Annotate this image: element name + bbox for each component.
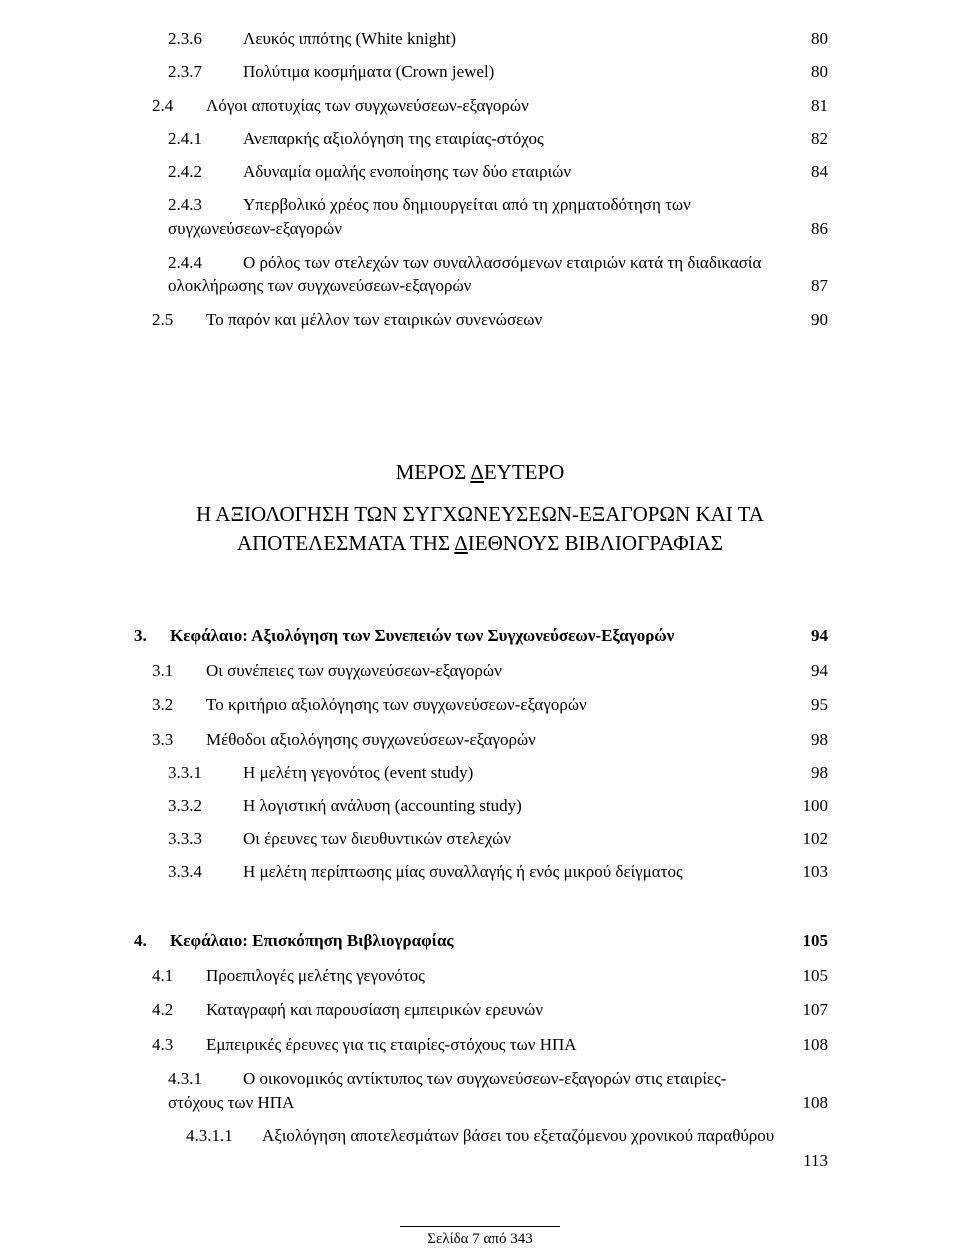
toc-title: Ο ρόλος των στελεχών των συναλλασσόμενων εταιριών κατά τη διαδικασία [243,253,762,272]
part-subtitle-line1: Η ΑΞΙΟΛΟΓΗΣΗ ΤΩΝ ΣΥΓΧΩΝΕΥΣΕΩΝ-ΕΞΑΓΟΡΩΝ ΚΑΙ ΤΑ [196,502,764,526]
toc-page: 94 [811,661,828,680]
toc-page: 103 [802,862,828,881]
toc-number: 4.1 [152,966,174,985]
toc-title: Οι έρευνες των διευθυντικών στελεχών [243,829,511,848]
toc-title: Λόγοι αποτυχίας των συγχωνεύσεων-εξαγορών [206,96,529,115]
toc-title: Αξιολόγηση αποτελεσμάτων βάσει του εξεταζόμενου χρονικού παραθύρου [262,1126,775,1145]
toc-number: 3.3 [152,730,174,749]
chapter-page: 94 [811,626,828,645]
toc-title: Εμπειρικές έρευνες για τις εταιρίες-στόχους των ΗΠΑ [206,1035,577,1054]
toc-page: 98 [811,763,828,782]
chapter-page: 105 [802,931,828,950]
toc-page: 108 [802,1093,828,1112]
toc-title: Το κριτήριο αξιολόγησης των συγχωνεύσεων-εξαγορών [206,695,587,714]
toc-number: 3.3.4 [168,862,202,881]
toc-page: 102 [802,829,828,848]
footer-divider [400,1226,560,1227]
toc-title: Ο οικονομικός αντίκτυπος των συγχωνεύσεων-εξαγορών στις εταιρίες- [243,1069,727,1088]
toc-title-continuation: στόχους των ΗΠΑ [168,1093,295,1112]
toc-number: 4.3.1 [168,1069,202,1088]
toc-title: Καταγραφή και παρουσίαση εμπειρικών ερευνών [206,1000,544,1019]
toc-title: Η μελέτη περίπτωσης μίας συναλλαγής ή ενός μικρού δείγματος [243,862,683,881]
toc-page: 98 [811,730,828,749]
chapter-number: 4. [134,931,147,950]
toc-page: 90 [811,310,828,329]
chapter-title: Κεφάλαιο: Επισκόπηση Βιβλιογραφίας [170,931,454,950]
toc-title: Αδυναμία ομαλής ενοποίησης των δύο εταιριών [243,162,572,181]
toc-title-continuation: ολοκλήρωσης των συγχωνεύσεων-εξαγορών [168,276,472,295]
toc-page: 80 [811,29,828,48]
toc-title: Το παρόν και μέλλον των εταιρικών συνενώσεων [206,310,543,329]
toc-page: 100 [802,796,828,815]
toc-number: 2.4.1 [168,129,202,148]
toc-page: 105 [802,966,828,985]
toc-page: 108 [802,1035,828,1054]
toc-title: Η λογιστική ανάλυση (accounting study) [243,796,522,815]
toc-page: 81 [811,96,828,115]
toc-number: 3.1 [152,661,174,680]
toc-title: Λευκός ιππότης (White knight) [243,29,457,48]
toc-number: 4.3.1.1 [186,1126,233,1145]
toc-number: 2.5 [152,310,174,329]
toc-number: 2.3.7 [168,62,202,81]
toc-title: Πολύτιμα κοσμήματα (Crown jewel) [243,62,495,81]
page-footer: Σελίδα 7 από 343 [427,1231,533,1247]
toc-page: 84 [811,162,828,181]
toc-page: 95 [811,695,828,714]
chapter-title: Κεφάλαιο: Αξιολόγηση των Συνεπειών των Συγχωνεύσεων-Εξαγορών [170,626,675,645]
toc-page: 82 [811,129,828,148]
toc-number: 3.3.2 [168,796,202,815]
toc-page: 113 [803,1151,828,1170]
toc-title: Οι συνέπειες των συγχωνεύσεων-εξαγορών [206,661,502,680]
toc-number: 4.3 [152,1035,174,1054]
toc-number: 3.2 [152,695,174,714]
toc-title: Υπερβολικό χρέος που δημιουργείται από τη χρηματοδότηση των [243,195,691,214]
toc-number: 4.2 [152,1000,174,1019]
toc-title: Προεπιλογές μελέτης γεγονότος [206,966,425,985]
toc-number: 3.3.3 [168,829,202,848]
toc-number: 2.4 [152,96,174,115]
toc-page: 107 [802,1000,828,1019]
toc-number: 2.4.3 [168,195,202,214]
toc-title: Μέθοδοι αξιολόγησης συγχωνεύσεων-εξαγορών [206,730,536,749]
toc-number: 3.3.1 [168,763,202,782]
toc-title: Η μελέτη γεγονότος (event study) [243,763,474,782]
toc-page: 86 [811,219,828,238]
toc-title-continuation: συγχωνεύσεων-εξαγορών [168,219,342,238]
part-subtitle-line2: ΑΠΟΤΕΛΕΣΜΑΤΑ ΤΗΣ ΔΙΕΘΝΟΥΣ ΒΙΒΛΙΟΓΡΑΦΙΑΣ [236,531,724,555]
toc-page: 87 [811,276,828,295]
toc-title: Ανεπαρκής αξιολόγηση της εταιρίας-στόχος [243,129,544,148]
chapter-number: 3. [134,626,147,645]
toc-page: 80 [811,62,828,81]
part-title: ΜΕΡΟΣ ΔΕΥΤΕΡΟ [395,460,565,484]
toc-number: 2.3.6 [168,29,202,48]
toc-number: 2.4.2 [168,162,202,181]
toc-number: 2.4.4 [168,253,202,272]
